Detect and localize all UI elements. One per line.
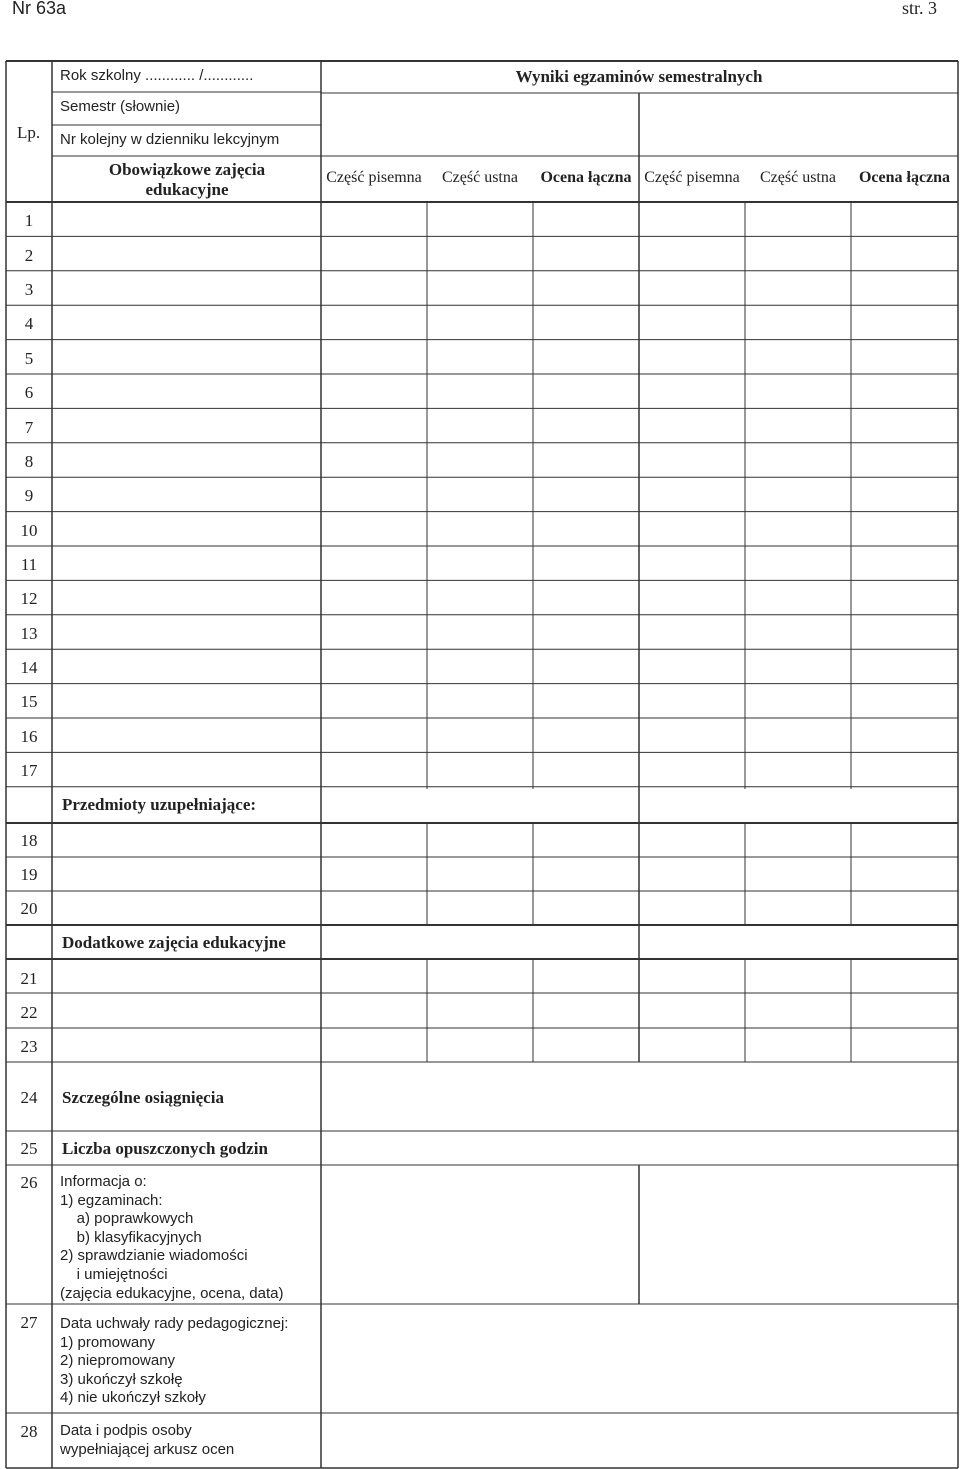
row-number-4: 4 <box>24 314 34 333</box>
row-number-15: 15 <box>20 692 38 711</box>
row-number-1: 1 <box>24 211 34 230</box>
row-number-2: 2 <box>24 246 34 265</box>
row-number-11: 11 <box>20 555 38 574</box>
row-number-22: 22 <box>20 1003 38 1022</box>
semestr-label: Semestr (słownie) <box>60 98 181 115</box>
row-number-5: 5 <box>24 349 34 368</box>
row-number-19: 19 <box>20 865 38 884</box>
page-number-right: str. 3 <box>902 0 938 18</box>
informacja-egzaminy-label: Informacja o: 1) egzaminach: a) poprawkowych b) klasyfikacyjnych 2) sprawdzianie wiadomości i umiejętności (zajęcia edukacyjne, ocena, data) <box>60 1173 284 1302</box>
row-number-20: 20 <box>20 899 38 918</box>
szczegolne-osiagniecia-label: Szczególne osiągnięcia <box>62 1088 224 1107</box>
row-number-12: 12 <box>20 589 38 608</box>
wyniki-heading: Wyniki egzaminów semestralnych <box>515 67 763 86</box>
row-number-13: 13 <box>20 624 38 643</box>
row-number-21: 21 <box>20 969 38 988</box>
row-number-8: 8 <box>24 452 34 471</box>
row-number-28: 28 <box>20 1422 38 1441</box>
uchwala-rady-label: Data uchwały rady pedagogicznej: 1) promowany 2) niepromowany 3) ukończył szkołę 4) nie ukończył szkoły <box>60 1315 289 1407</box>
page-number-left: Nr 63a <box>12 0 67 18</box>
dodatkowe-zajecia-label: Dodatkowe zajęcia edukacyjne <box>62 933 286 952</box>
col-ocena-laczna-2: Ocena łączna <box>858 169 951 186</box>
nr-kolejny-label: Nr kolejny w dzienniku lekcyjnym <box>60 131 280 148</box>
row-number-24: 24 <box>20 1088 38 1107</box>
col-czesc-pisemna-2: Część pisemna <box>644 169 740 186</box>
row-number-14: 14 <box>20 658 38 677</box>
row-number-16: 16 <box>20 727 38 746</box>
col-czesc-pisemna-1: Część pisemna <box>326 169 422 186</box>
col-ocena-laczna-1: Ocena łączna <box>540 169 632 186</box>
row-number-10: 10 <box>20 521 38 540</box>
row-number-6: 6 <box>24 383 34 402</box>
row-number-7: 7 <box>24 418 34 437</box>
row-number-3: 3 <box>24 280 34 299</box>
opuszczone-godziny-label: Liczba opuszczonych godzin <box>62 1139 268 1158</box>
rok-szkolny-label: Rok szkolny ............ /............ <box>60 67 254 84</box>
obowiazkowe-zajecia-heading: Obowiązkowe zajęcia edukacyjne <box>108 160 266 199</box>
row-number-18: 18 <box>20 831 38 850</box>
lp-label: Lp. <box>17 123 41 142</box>
row-number-23: 23 <box>20 1037 38 1056</box>
row-number-27: 27 <box>20 1313 38 1332</box>
row-number-25: 25 <box>20 1139 38 1158</box>
data-podpis-label: Data i podpis osoby wypełniającej arkusz ocen <box>60 1422 235 1458</box>
row-number-17: 17 <box>20 761 38 780</box>
col-czesc-ustna-1: Część ustna <box>442 169 518 186</box>
przedmioty-uzupelniajace-label: Przedmioty uzupełniające: <box>62 795 257 814</box>
row-number-9: 9 <box>24 486 34 505</box>
row-number-26: 26 <box>20 1173 38 1192</box>
col-czesc-ustna-2: Część ustna <box>760 169 836 186</box>
